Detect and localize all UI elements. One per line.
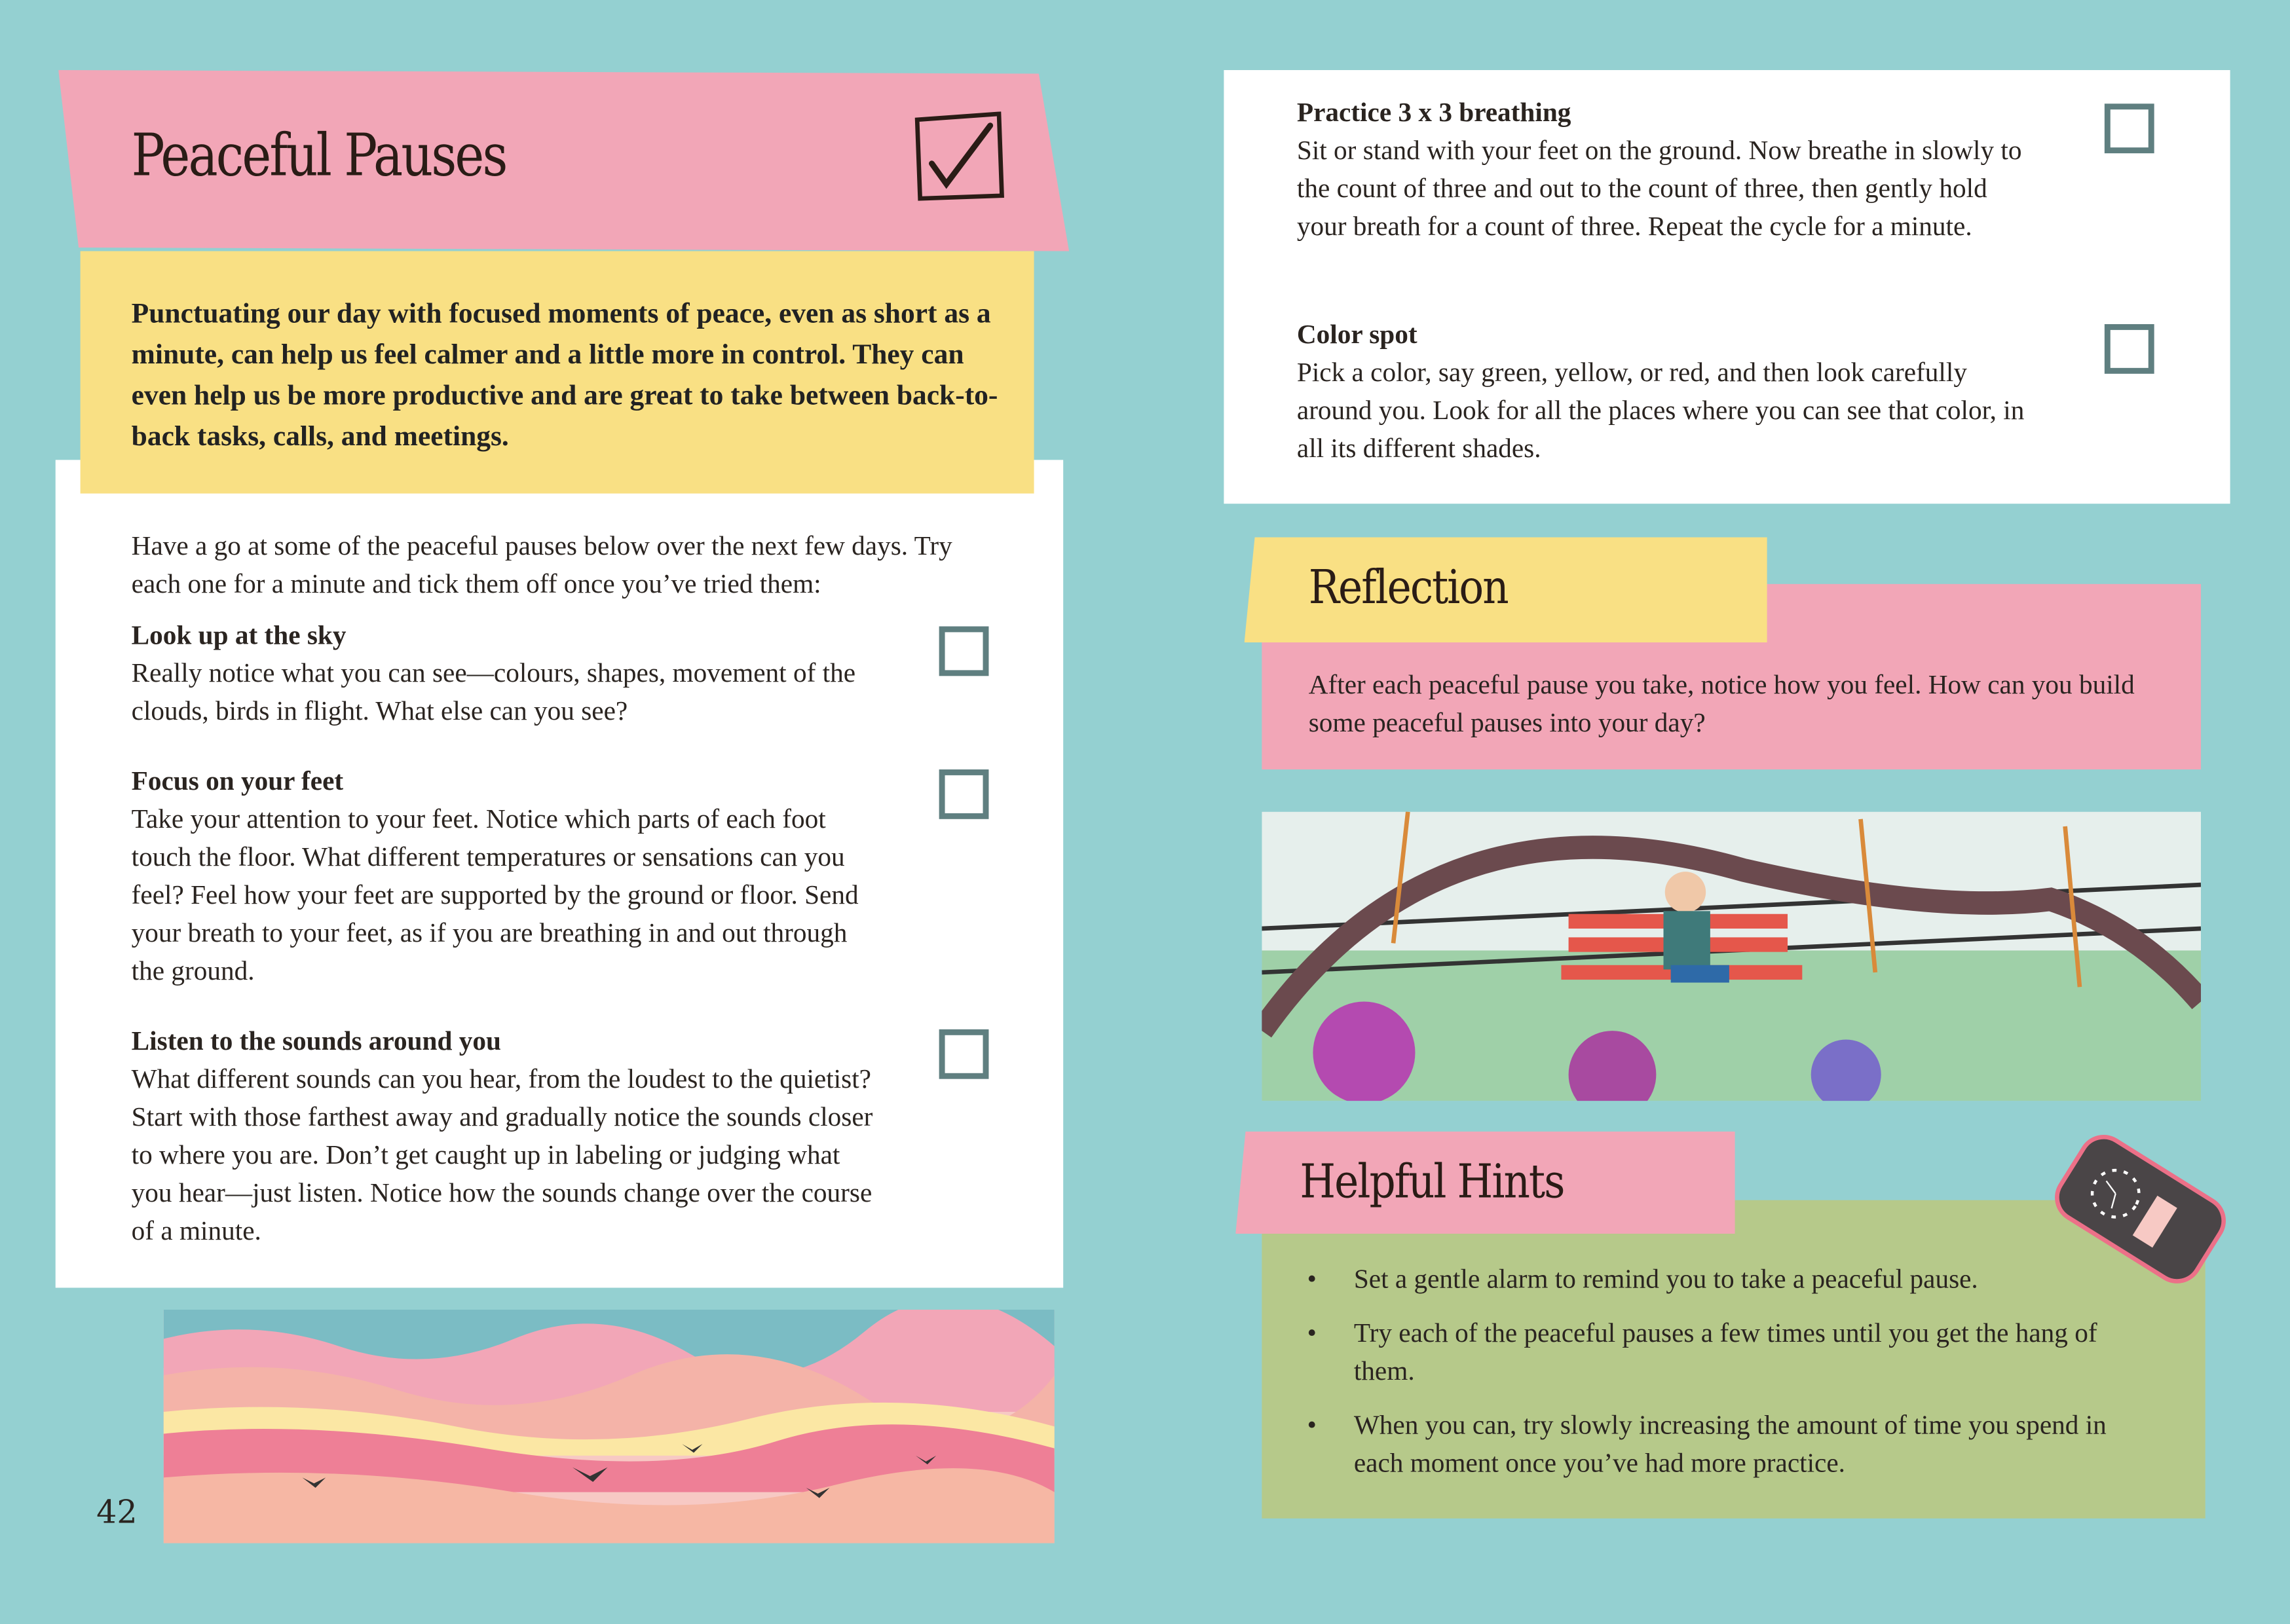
pause-item-body: What different sounds can you hear, from the loudest to the quietist? Start with those farthest away and gradually notice the sounds closer to where you are. Don’t get caught up in labeling or judging what you hear—just listen. Notice how the sounds change over the course of a minute. <box>131 1065 873 1247</box>
pause-item-body: Sit or stand with your feet on the ground. Now breathe in slowly to the count of three and out to the count of three, then gently hold your breath for a count of three. Repeat the cycle for a minute. <box>1296 137 2022 243</box>
page-title: Peaceful Pauses <box>131 122 506 190</box>
checkbox-look-up[interactable] <box>939 626 989 676</box>
checkbox-color-spot[interactable] <box>2105 324 2154 374</box>
hint-item: • Try each of the peaceful pauses a few times until you get the hang of them. <box>1354 1316 2143 1392</box>
pause-item <box>132 764 884 991</box>
phone-alarm-icon <box>2044 1127 2234 1295</box>
pause-item-body: Really notice what you can see—colours, shapes, movement of the clouds, birds in flight. What else can you see? <box>131 659 856 728</box>
pause-item-title: Practice 3 x 3 breathing <box>1296 99 1571 129</box>
pause-item <box>132 618 884 731</box>
pause-item-title: Color spot <box>1296 321 1417 351</box>
park-bench-illustration <box>1262 812 2201 1101</box>
sky-illustration <box>164 1310 1055 1543</box>
checkbox-breathing[interactable] <box>2105 103 2154 153</box>
pause-item-body: Pick a color, say green, yellow, or red, and then look carefully around you. Look for all the places where you can see that color, in all its different shades. <box>1296 359 2025 465</box>
hints-title: Helpful Hints <box>1300 1153 1564 1209</box>
reflection-title: Reflection <box>1308 559 1508 615</box>
pause-item-body: Take your attention to your feet. Notice which parts of each foot touch the floor. What different temperatures or sensations can you feel? Feel how your feet are supported by the ground or floor. Send your breath to your feet, as if you are breathing in and out through the ground. <box>131 805 859 987</box>
pause-item <box>1297 317 2042 469</box>
instructions-text: Have a go at some of the peaceful pauses below over the next few days. Try each one for a minute and tick them off once you’ve tried them: <box>131 532 952 600</box>
checked-box-icon <box>911 111 1007 204</box>
checkbox-feet[interactable] <box>939 769 989 819</box>
pause-item-title: Listen to the sounds around you <box>131 1027 501 1058</box>
pause-item <box>132 1024 884 1251</box>
pause-item-title: Look up at the sky <box>131 621 347 652</box>
pause-item-title: Focus on your feet <box>131 767 344 798</box>
hint-item: • Set a gentle alarm to remind you to take a peaceful pause. <box>1354 1261 2143 1299</box>
reflection-text: After each peaceful pause you take, notice how you feel. How can you build some peaceful pauses into your day? <box>1308 671 2135 739</box>
page-number: 42 <box>96 1495 138 1532</box>
pause-item <box>1297 95 2042 247</box>
intro-text: Punctuating our day with focused moments of peace, even as short as a minute, can help us feel calmer and a little more in control. They can even help us be more productive and are great to take between back-to-back tasks, calls, and meetings. <box>131 299 998 453</box>
checkbox-sounds[interactable] <box>939 1029 989 1079</box>
hint-item: • When you can, try slowly increasing the amount of time you spend in each moment once you’ve had more practice. <box>1354 1407 2143 1483</box>
hints-list <box>1354 1261 2143 1499</box>
